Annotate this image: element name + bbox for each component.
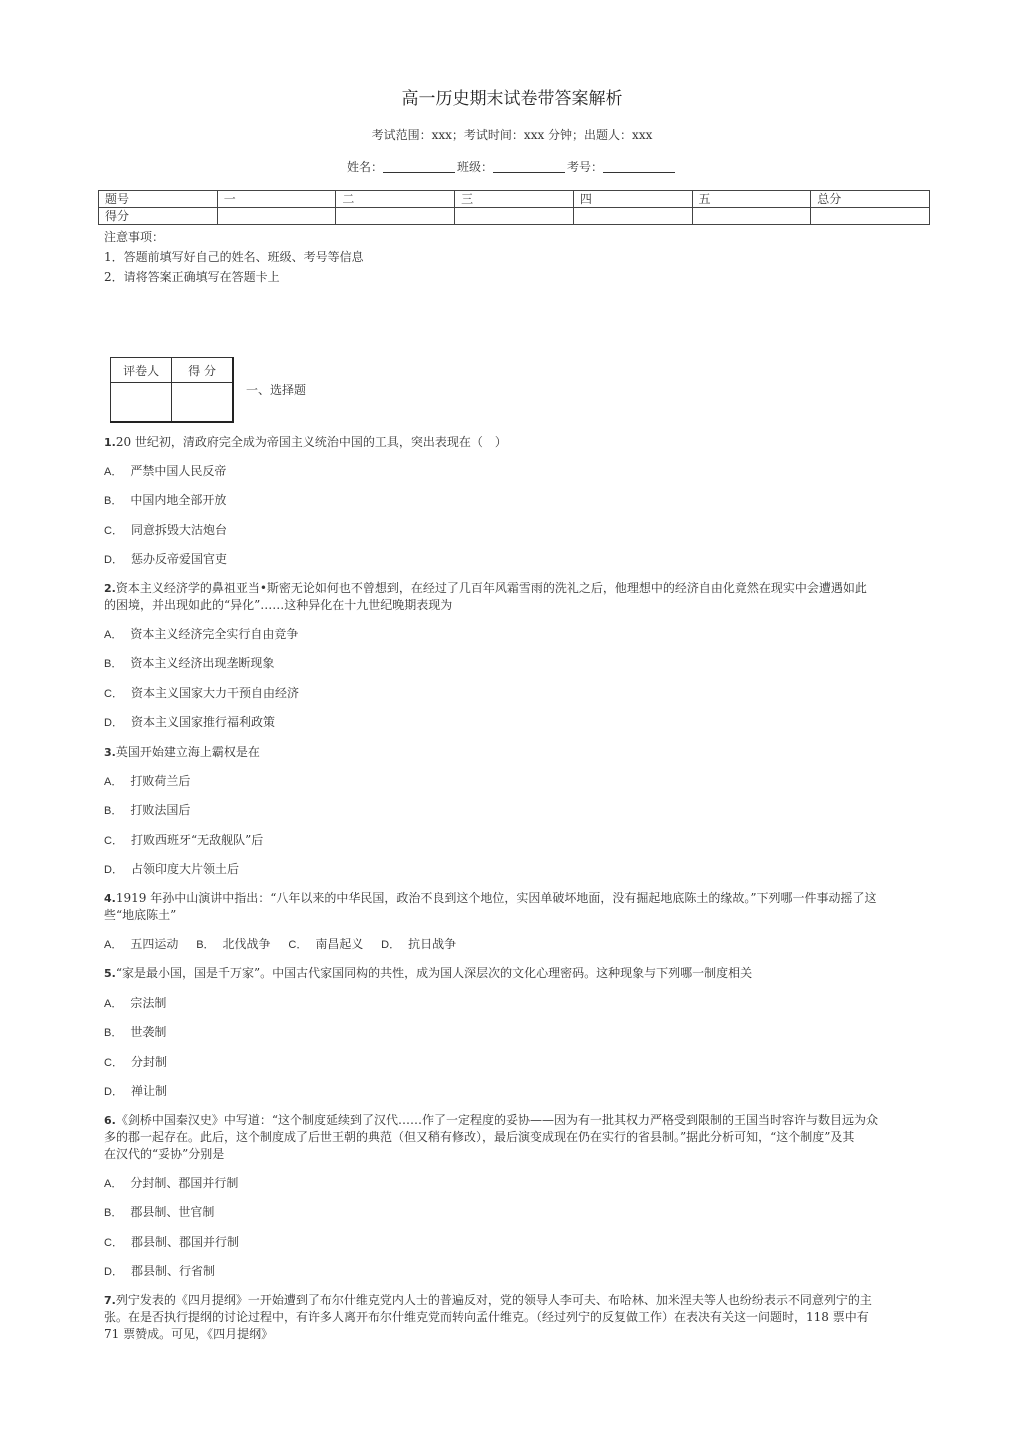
score-blank-cell[interactable] bbox=[811, 208, 930, 225]
question-number: 2. bbox=[104, 582, 116, 595]
score-cell: 总分 bbox=[811, 191, 930, 208]
question-text: “家是最小国，国是千万家”。中国古代家国同构的共性，成为国人深层次的文化心理密码。这种现象与下列哪一制度相关 bbox=[115, 966, 753, 980]
option-b[interactable]: B． 世袭制 bbox=[104, 1025, 167, 1039]
option-d[interactable]: D． 禅让制 bbox=[104, 1084, 167, 1098]
question-6 bbox=[104, 1112, 924, 1163]
score-table bbox=[98, 190, 930, 225]
question-7 bbox=[104, 1292, 924, 1343]
question-text: 资本主义经济学的鼻祖亚当•斯密无论如何也不曾想到，在经过了几百年风霜雪雨的洗礼之后，他理想中的经济自由化竟然在现实中会遭遇如此 bbox=[115, 581, 867, 595]
question-2 bbox=[104, 580, 924, 614]
option-c[interactable]: C． 打败西班牙“无敌舰队”后 bbox=[104, 833, 264, 847]
score-cell: 得分 bbox=[99, 208, 218, 225]
question-number: 6. bbox=[104, 1114, 116, 1127]
notice-block bbox=[104, 227, 364, 287]
option-a[interactable]: A． 严禁中国人民反帝 bbox=[104, 464, 227, 478]
notice-item: 1．答题前填写好自己的姓名、班级、考号等信息 bbox=[104, 250, 364, 264]
score-blank-cell[interactable] bbox=[455, 208, 574, 225]
question-1 bbox=[104, 434, 924, 451]
question-text: 些“地底陈土” bbox=[104, 908, 177, 922]
question-text: 71 票赞成。可见，《四月提纲》 bbox=[104, 1327, 274, 1341]
option-c[interactable]: C． 郡县制、郡国并行制 bbox=[104, 1235, 239, 1249]
student-info-line bbox=[0, 158, 1024, 175]
question-text: 多的郡一起存在。此后，这个制度成了后世王朝的典范（但又稍有修改），最后演变成现在仍在实行的省县制。”据此分析可知，“这个制度”及其 bbox=[104, 1130, 855, 1144]
score-cell: 二 bbox=[336, 191, 455, 208]
reviewer-label: 评卷人 bbox=[111, 358, 172, 383]
score-blank-cell[interactable] bbox=[336, 208, 455, 225]
option-b[interactable]: B． 中国内地全部开放 bbox=[104, 493, 227, 507]
score-table-header-row bbox=[99, 191, 930, 208]
question-text: 列宁发表的《四月提纲》一开始遭到了布尔什维克党内人士的普遍反对，党的领导人李可夫、布哈林、加米涅夫等人也纷纷表示不同意列宁的主 bbox=[115, 1293, 872, 1307]
option-d[interactable]: D． 郡县制、行省制 bbox=[104, 1264, 215, 1278]
option-a[interactable]: A． 资本主义经济完全实行自由竞争 bbox=[104, 627, 299, 641]
option-b[interactable]: B． 打败法国后 bbox=[104, 803, 191, 817]
class-label: 班级： bbox=[456, 160, 493, 174]
notice-item: 2．请将答案正确填写在答题卡上 bbox=[104, 270, 280, 284]
score-cell: 四 bbox=[573, 191, 692, 208]
reviewer-box bbox=[110, 357, 234, 423]
score-cell: 一 bbox=[217, 191, 336, 208]
score-blank-cell[interactable] bbox=[692, 208, 811, 225]
question-3 bbox=[104, 744, 924, 761]
class-blank[interactable] bbox=[493, 159, 565, 173]
question-text: 1919 年孙中山演讲中指出：“八年以来的中华民国，政治不良到这个地位，实因单破坏地面，没有掘起地底陈土的缘故。”下列哪一件事动摇了这 bbox=[115, 891, 877, 905]
reviewer-blank[interactable] bbox=[111, 383, 172, 423]
inline-options bbox=[104, 936, 470, 954]
page-title: 高一历史期末试卷带答案解析 bbox=[401, 89, 623, 109]
question-number: 5. bbox=[104, 967, 116, 980]
option-d[interactable]: D． 惩办反帝爱国官吏 bbox=[104, 552, 227, 566]
score-blank-cell[interactable] bbox=[573, 208, 692, 225]
score-blank[interactable] bbox=[172, 383, 233, 423]
question-number: 4. bbox=[104, 892, 116, 905]
score-table-score-row bbox=[99, 208, 930, 225]
id-label: 考号： bbox=[567, 160, 604, 174]
option-a[interactable]: A． 宗法制 bbox=[104, 996, 167, 1010]
option-d[interactable]: D． 资本主义国家推行福利政策 bbox=[104, 715, 275, 729]
option-b[interactable]: B． 资本主义经济出现垄断现象 bbox=[104, 656, 275, 670]
option-c[interactable]: C． 分封制 bbox=[104, 1055, 167, 1069]
question-text: 《剑桥中国秦汉史》中写道：“这个制度延续到了汉代……作了一定程度的妥协——因为有一批其权力严格受到限制的王国当时容许与数目远为众 bbox=[115, 1113, 878, 1127]
option-c[interactable]: C． 南昌起义 bbox=[288, 937, 364, 951]
score-blank-cell[interactable] bbox=[217, 208, 336, 225]
question-text: 英国开始建立海上霸权是在 bbox=[115, 745, 260, 759]
question-text: 20 世纪初，清政府完全成为帝国主义统治中国的工具，突出表现在（ ） bbox=[115, 435, 507, 449]
name-label: 姓名： bbox=[346, 160, 383, 174]
score-cell: 题号 bbox=[99, 191, 218, 208]
question-4 bbox=[104, 890, 924, 924]
option-c[interactable]: C． 同意拆毁大沽炮台 bbox=[104, 523, 227, 537]
option-b[interactable]: B． 北伐战争 bbox=[196, 937, 271, 951]
exam-info: 考试范围：xxx；考试时间：xxx 分钟；出题人：xxx bbox=[371, 128, 653, 142]
question-text: 的困境，并出现如此的“异化”……这种异化在十九世纪晚期表现为 bbox=[104, 598, 453, 612]
question-text: 张。在是否执行提纲的讨论过程中，有许多人离开布尔什维克党而转向孟什维克。（经过列宁的反复做工作）在表决有关这一问题时，118 票中有 bbox=[104, 1310, 869, 1324]
question-text: 在汉代的“妥协”分别是 bbox=[104, 1147, 225, 1161]
option-a[interactable]: A． 五四运动 bbox=[104, 937, 179, 951]
option-d[interactable]: D． 占领印度大片领土后 bbox=[104, 862, 239, 876]
question-number: 3. bbox=[104, 746, 116, 759]
question-5 bbox=[104, 965, 924, 982]
notice-title: 注意事项： bbox=[104, 230, 165, 244]
question-number: 7. bbox=[104, 1294, 116, 1307]
option-a[interactable]: A． 分封制、郡国并行制 bbox=[104, 1176, 239, 1190]
section-title: 一、选择题 bbox=[246, 383, 307, 397]
score-cell: 三 bbox=[455, 191, 574, 208]
option-c[interactable]: C． 资本主义国家大力干预自由经济 bbox=[104, 686, 299, 700]
score-label: 得 分 bbox=[172, 358, 233, 383]
question-number: 1. bbox=[104, 436, 116, 449]
option-b[interactable]: B． 郡县制、世官制 bbox=[104, 1205, 215, 1219]
name-blank[interactable] bbox=[383, 159, 455, 173]
option-d[interactable]: D． 抗日战争 bbox=[381, 937, 457, 951]
id-blank[interactable] bbox=[603, 159, 675, 173]
score-cell: 五 bbox=[692, 191, 811, 208]
option-a[interactable]: A． 打败荷兰后 bbox=[104, 774, 191, 788]
